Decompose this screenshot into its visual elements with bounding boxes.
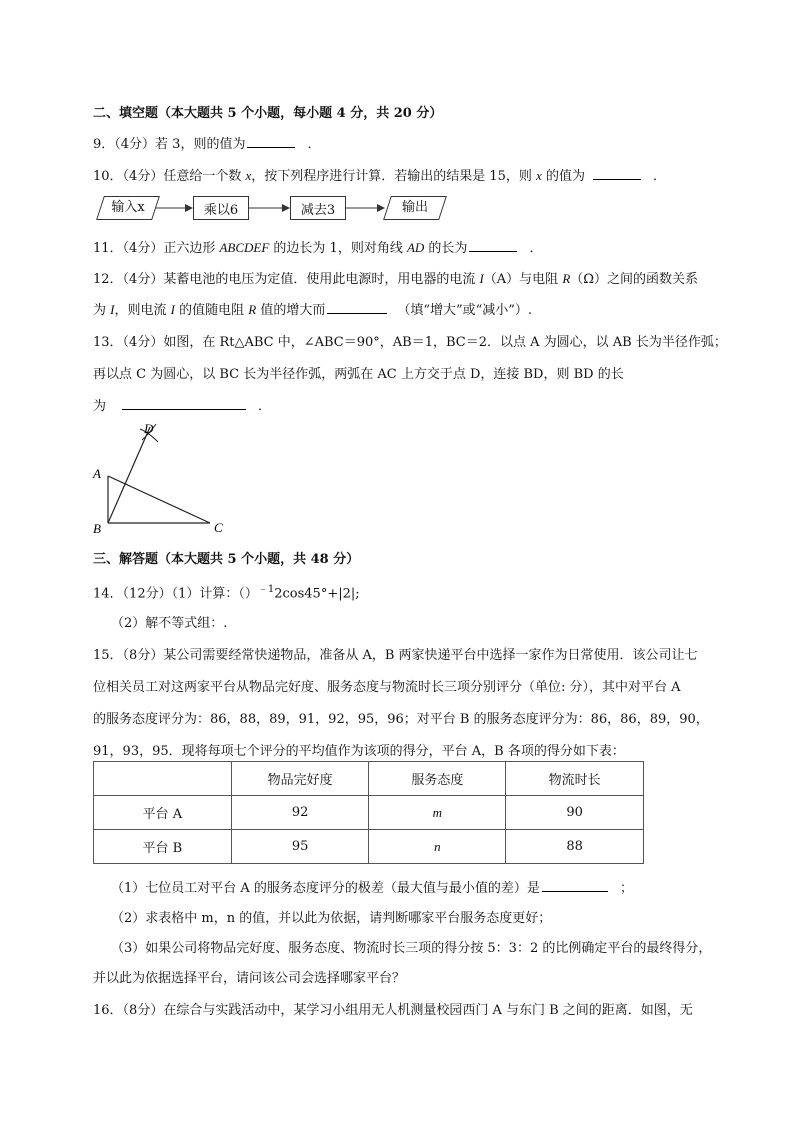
section-2-title: 二、填空题（本大题共 5 个小题，每小题 4 分，共 20 分） — [93, 106, 443, 121]
section-3-title: 三、解答题（本大题共 5 个小题，共 48 分） — [93, 552, 360, 567]
label-B: B — [93, 521, 101, 536]
label-C: C — [214, 520, 223, 535]
table-cell: 平台 A — [94, 796, 232, 830]
q14-sup: ﹣1 — [257, 584, 275, 595]
q12-line1-c: （Ω）之间的函数关系 — [570, 272, 699, 287]
q12-I-2: I — [110, 302, 115, 317]
q12-I: I — [479, 271, 484, 286]
q12-line1-b: （A）与电阻 — [483, 272, 563, 287]
q10-text-a: 10．（4分）任意给一个数 — [93, 169, 246, 184]
table-header-cell: 服务态度 — [369, 762, 506, 796]
question-12-line-1 — [93, 268, 698, 287]
q11-shape: ABCDEF — [219, 240, 270, 255]
question-14-line-1 — [93, 580, 360, 601]
table-row — [94, 830, 644, 864]
q15-sub-2: （2）求表格中 m，n 的值，并以此为依据，请判断哪家平台服务态度更好； — [111, 911, 552, 926]
q10-var-2: x — [536, 168, 542, 183]
q12-line2-e: （填“增大”或“减小”）. — [397, 303, 533, 318]
q13-figure — [88, 420, 238, 538]
flow-input-label: 输入x — [111, 200, 145, 215]
table-header-cell — [94, 762, 232, 796]
q14-line1: 14．（12分）（1）计算：（） — [93, 586, 258, 602]
flow-multiply-label: 乘以6 — [203, 202, 239, 218]
table-row — [94, 796, 644, 830]
q15-sub1-text: （1）七位员工对平台 A 的服务态度评分的极差（最大值与最小值的差）是 — [111, 881, 540, 896]
q15-line-3: 的服务态度评分为：86，88，89，91，92，95，96；对平台 B 的服务态度评分为：86，86，89，90， — [93, 712, 709, 727]
q15-sub1-answer-blank[interactable] — [542, 879, 608, 892]
q10-end: ． — [652, 169, 666, 184]
table-cell: n — [369, 830, 506, 864]
q9-end: ． — [307, 137, 321, 152]
q12-R: R — [562, 271, 571, 286]
flow-subtract-label: 减去3 — [300, 202, 336, 218]
segment-AC — [108, 476, 210, 523]
table-header-row — [94, 762, 644, 796]
label-D: D — [144, 421, 154, 436]
q11-answer-blank[interactable] — [469, 239, 517, 252]
table-header-cell: 物流时长 — [506, 762, 644, 796]
q13-line-1: 13．（4分）如图，在 Rt△ABC 中，∠ABC＝90°，AB＝1，BC＝2．以点 A 为圆心，以 AB 长为半径作弧； — [93, 335, 727, 350]
q11-text-a: 11．（4分）正六边形 — [93, 241, 220, 256]
table-cell: 92 — [231, 796, 369, 830]
q13-end: ． — [258, 399, 272, 414]
table-cell: 88 — [506, 830, 644, 864]
q12-R-2: R — [248, 302, 257, 317]
q11-text-b: 的边长为 1，则对角线 — [269, 241, 407, 256]
question-11 — [93, 237, 542, 256]
q11-text-c: 的长为 — [424, 241, 468, 256]
q13-line-2: 再以点 C 为圆心，以 BC 长为半径作弧，两弧在 AC 上方交于点 D，连接 BD，则 BD 的长 — [93, 367, 624, 382]
q15-sub-1 — [111, 877, 633, 896]
q15-line-1: 15．（8分）某公司需要经常快递物品，准备从 A，B 两家快递平台中选择一家作为日常使用．该公司让七 — [93, 648, 698, 663]
q12-I-3: I — [170, 302, 175, 317]
q15-sub-3a: （3）如果公司将物品完好度、服务态度、物流时长三项的得分按 5：3：2 的比例确定平台的最终得分， — [111, 941, 712, 956]
q16-line-1: 16．（8分）在综合与实践活动中，某学习小组用无人机测量校园西门 A 与东门 B 之间的距离．如图，无 — [93, 1003, 693, 1018]
q13-line3-text: 为 — [93, 399, 107, 414]
q12-line2-a: 为 — [93, 303, 111, 318]
flow-arrows — [0, 0, 794, 240]
table-header-cell: 物品完好度 — [231, 762, 369, 796]
q13-line-3 — [93, 395, 271, 414]
q15-sub1-end: ； — [619, 881, 633, 896]
q15-sub-3b: 并以此为依据选择平台，请问该公司会选择哪家平台？ — [93, 971, 406, 986]
q10-var: x — [245, 168, 252, 183]
q15-line-2: 位相关员工对这两家平台从物品完好度、服务态度与物流时长三项分别评分（单位: 分），其中对平台 A — [93, 680, 681, 695]
table-cell: 平台 B — [94, 830, 232, 864]
q13-answer-blank[interactable] — [122, 397, 246, 410]
q15-score-table — [93, 761, 644, 864]
q12-line2-b: ，则电流 — [114, 303, 171, 318]
q15-line-4: 91，93，95．现将每项七个评分的平均值作为该项的得分，平台 A，B 各项的得分如下表： — [93, 744, 625, 759]
q12-line1-a: 12．（4分）某蓄电池的电压为定值．使用此电源时，用电器的电流 — [93, 272, 480, 287]
q11-diag: AD — [406, 240, 425, 255]
q14-line1-b: 2cos45°+|2|; — [274, 586, 360, 602]
q10-text-b: ，按下列程序进行计算．若输出的结果是 15，则 — [251, 169, 537, 184]
q9-text: 9．（4分）若 3，则的值为 — [93, 137, 246, 152]
table-cell: m — [369, 796, 506, 830]
table-cell: 95 — [231, 830, 369, 864]
question-12-line-2 — [93, 299, 532, 318]
table-cell: 90 — [506, 796, 644, 830]
q11-end: ． — [529, 241, 543, 256]
q10-text-c: 的值为 — [541, 169, 585, 184]
flow-output-label: 输出 — [401, 200, 428, 215]
q12-line2-c: 的值随电阻 — [174, 303, 249, 318]
q12-answer-blank[interactable] — [327, 301, 387, 314]
segment-BD — [108, 427, 150, 523]
q12-line2-d: 值的增大而 — [256, 303, 326, 318]
label-A: A — [93, 466, 101, 481]
question-14-line-2: （2）解不等式组：. — [111, 616, 228, 631]
